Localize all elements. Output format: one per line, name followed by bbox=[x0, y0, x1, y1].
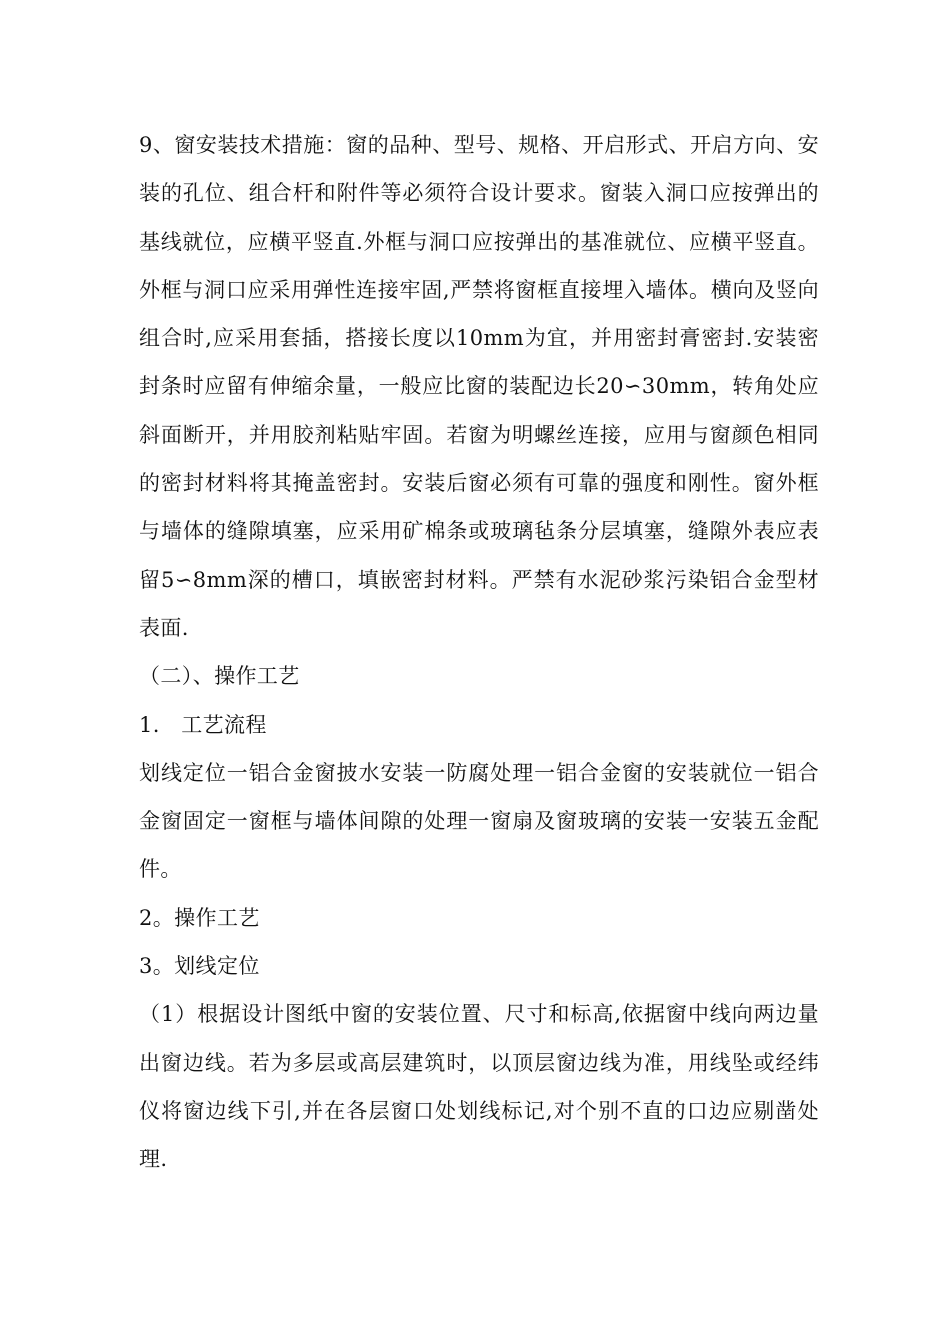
section-heading-operation-process: （二）、操作工艺 bbox=[139, 664, 300, 689]
paragraph-marking-positioning: （1）根据设计图纸中窗的安装位置、尺寸和标高,依据窗中线向两边量出窗边线。若为多层或高层建筑时，以顶层窗边线为准，用线坠或经纬仪将窗边线下引,并在各层窗口处划线标记,对个别不直的口边应剔凿处理. bbox=[139, 1002, 819, 1172]
document-body bbox=[139, 121, 819, 1184]
paragraph-window-installation-measures: 9、窗安装技术措施：窗的品种、型号、规格、开启形式、开启方向、安装的孔位、组合杆和附件等必须符合设计要求。窗装入洞口应按弹出的基线就位，应横平竖直.外框与洞口应按弹出的基准就位、应横平竖直。外框与洞口应采用弹性连接牢固,严禁将窗框直接埋入墙体。横向及竖向组合时,应采用套插，搭接长度以10mm为宜，并用密封膏密封.安装密封条时应留有伸缩余量，一般应比窗的装配边长20∽30mm，转角处应斜面断开，并用胶剂粘贴牢固。若窗为明螺丝连接，应用与窗颜色相同的密封材料将其掩盖密封。安装后窗必须有可靠的强度和刚性。窗外框与墙体的缝隙填塞，应采用矿棉条或玻璃毡条分层填塞，缝隙外表应表留5∽8mm深的槽口，填嵌密封材料。严禁有水泥砂浆污染铝合金型材表面. bbox=[139, 133, 819, 640]
paragraph-process-flow: 划线定位一铝合金窗披水安装一防腐处理一铝合金窗的安装就位一铝合金窗固定一窗框与墙体间隙的处理一窗扇及窗玻璃的安装一安装五金配件。 bbox=[139, 760, 819, 882]
subheading-process-flow: 1. 工艺流程 bbox=[139, 712, 267, 737]
subheading-operation-process: 2。操作工艺 bbox=[139, 905, 260, 930]
subheading-marking-positioning: 3。划线定位 bbox=[139, 954, 260, 979]
